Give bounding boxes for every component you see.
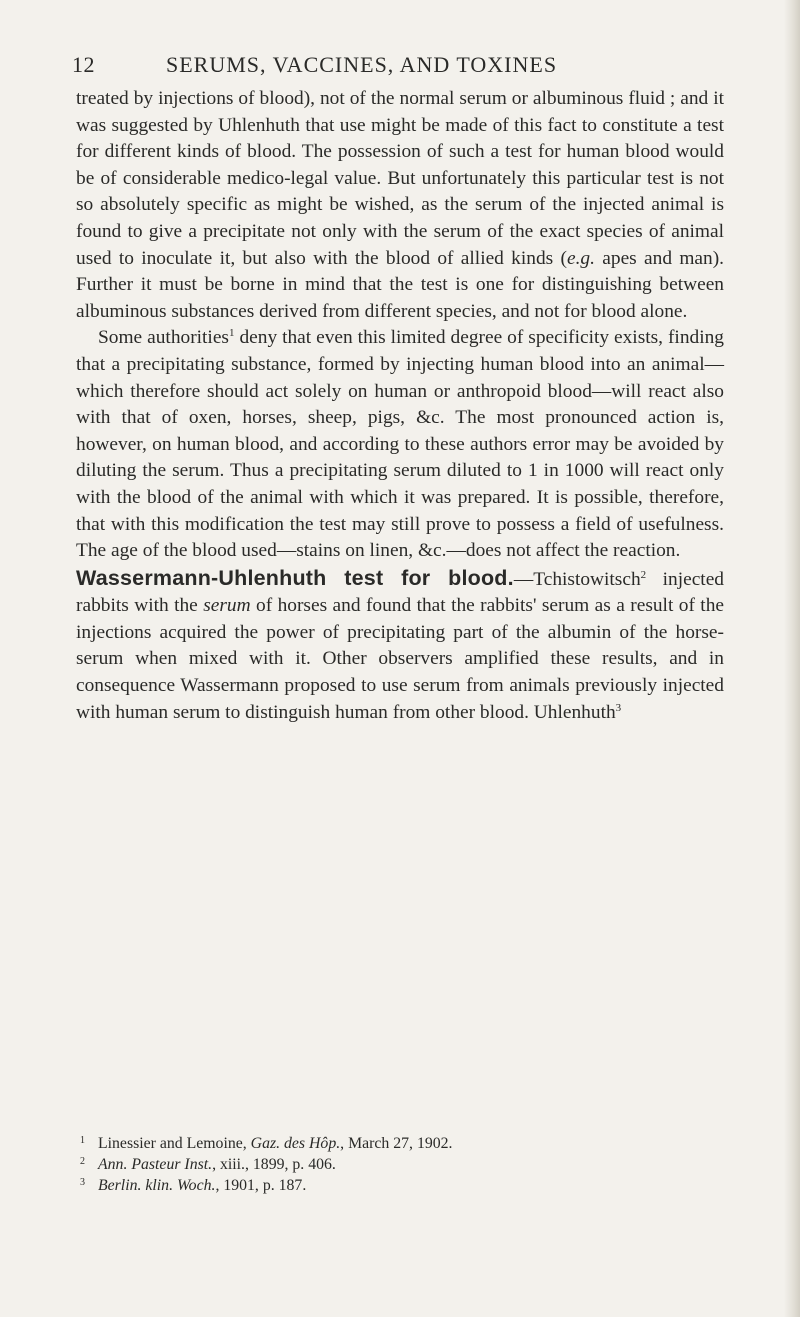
body-text <box>76 86 724 726</box>
footnote-1: 1 Linessier and Lemoine, Gaz. des Hôp., March 27, 1902. <box>80 1135 453 1152</box>
page-edge-shadow <box>784 0 800 1317</box>
footnote-2: 2 Ann. Pasteur Inst., xiii., 1899, p. 406. <box>80 1156 336 1173</box>
paragraph-1: treated by injections of blood), not of the normal serum or albuminous fluid ; and it was suggested by Uhlenhuth that use might be made of this fact to constitute a test for different kinds of blood. The possession of such a test for human blood would be of considerable medico-legal value. But unfortunately this particular test is not so absolutely specific as might be wished, as the serum of the injected animal is found to give a precipitate not only with the serum of the exact species of animal used to inoculate it, but also with the blood of allied kinds (e.g. apes and man). Further it must be borne in mind that the test is one for distinguishing between albuminous substances derived from different species, and not for blood alone. <box>76 88 725 322</box>
page-number: 12 <box>72 52 95 77</box>
footnote-3: 3 Berlin. klin. Woch., 1901, p. 187. <box>80 1177 307 1194</box>
footnote-ref-1: 1 <box>228 327 235 340</box>
paragraph-2: Some authorities$^1$ deny that even this limited degree of specificity exists, finding that a precipitating substance, formed by injecting human blood into an animal—which therefore should act solely on human or anthropoid blood—will react also with that of oxen, horses, sheep, pigs, &c. The most pronounced action is, however, on human blood, and according to these authors error may be avoided by diluting the serum. Thus a precipitating serum diluted to 1 in 1000 will react only with the blood of the animal with which it was prepared. It is possible, therefore, that with this modification the test may still prove to possess a field of usefulness. The age of the blood used—stains on linen, &c.—does not affect the reaction. <box>76 327 724 562</box>
footnote-ref-3: 3 <box>615 701 622 714</box>
running-head: SERUMS, VACCINES, AND TOXINES <box>166 52 558 77</box>
footnotes <box>80 1133 720 1196</box>
section-heading: Wassermann-Uhlenhuth test for blood. <box>76 565 514 590</box>
page-header <box>72 52 716 82</box>
footnote-ref-2: 2 <box>640 568 647 581</box>
paragraph-3: Wassermann-Uhlenhuth test for blood.—Tchistowitsch$^2$ injected rabbits with the serum of horses and found that the rabbits' serum as a result of the injections acquired the power of precipitating part of the albumin of the horse-serum when mixed with it. Other observers amplified these results, and in consequence Wassermann proposed to use serum from animals previously injected with human serum to distinguish human from other blood. Uhlenhuth$^3$ <box>76 565 725 723</box>
